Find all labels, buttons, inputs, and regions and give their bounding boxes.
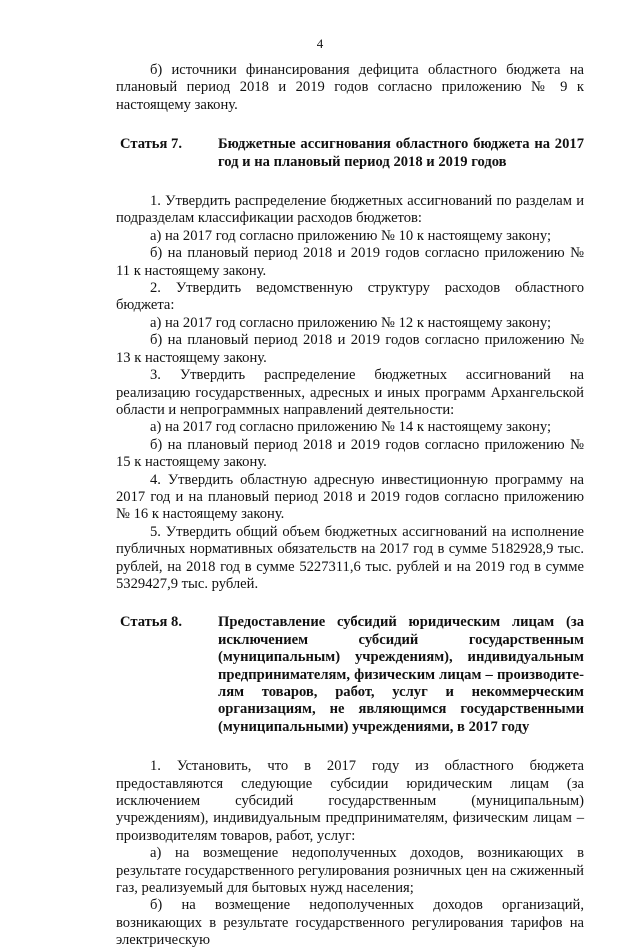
- article-7-paragraph: а) на 2017 год согласно приложению № 10 к настоящему закону;: [150, 227, 551, 244]
- article-7-paragraph: 3. Утвердить распределение бюджетных ассигнований на реализацию государственных, адресных и иных программ Архангельской области и непрограммных направлений деятельности:: [116, 367, 584, 418]
- article-7-paragraph: 1. Утвердить распределение бюджетных ассигнований по разделам и подразделам классификации расходов бюджетов:: [116, 193, 584, 227]
- article-7-paragraph: 4. Утвердить областную адресную инвестиционную программу на 2017 год и на плановый период 2018 и 2019 годов согласно приложению № 16 к настоящему закону.: [116, 471, 584, 523]
- article-7-heading: [116, 136, 584, 171]
- document-body: [116, 62, 584, 950]
- article-8-paragraph: б) на возмещение недополученных доходов организаций, возникающих в результате государственного регулирования тарифов на электрическую: [116, 897, 584, 949]
- article-7-paragraph: б) на плановый период 2018 и 2019 годов согласно приложению № 15 к настоящему закону.: [116, 436, 584, 471]
- intro-paragraph: б) источники финансирования дефицита областного бюджета на плановый период 2018 и 2019 годов согласно приложению № 9 к настоящему закону.: [116, 62, 584, 113]
- article-8-number: Статья 8.: [120, 614, 182, 631]
- article-7-paragraph: б) на плановый период 2018 и 2019 годов согласно приложению № 13 к настоящему закону.: [116, 332, 584, 366]
- article-7-paragraph: 5. Утвердить общий объем бюджетных ассигнований на исполнение публичных нормативных обязательств на 2017 год в сумме 5182928,9 тыс. рублей, на 2018 год в сумме 5227311,6 тыс. рублей и на 2019 год в сумме 5329427,9 тыс. рублей.: [116, 523, 584, 592]
- article-8-paragraph: а) на возмещение недополученных доходов, возникающих в результате государственного регулирования розничных цен на сжиженный газ, реализуемый для бытовых нужд населения;: [116, 845, 584, 897]
- article-8-paragraph: 1. Установить, что в 2017 году из областного бюджета предоставляются следующие субсидии юридическим лицам (за исключением субсидий государственным (муниципальным) учреждениям), индивидуальным предпринимателям, физическим лицам – производителям товаров, работ, услуг:: [116, 758, 584, 844]
- article-7-paragraph: а) на 2017 год согласно приложению № 14 к настоящему закону;: [150, 419, 551, 436]
- article-7-number: Статья 7.: [120, 136, 182, 153]
- article-7-paragraph: б) на плановый период 2018 и 2019 годов согласно приложению № 11 к настоящему закону.: [116, 245, 584, 279]
- article-8-heading: [116, 614, 584, 736]
- article-7-paragraph: а) на 2017 год согласно приложению № 12 к настоящему закону;: [150, 314, 551, 331]
- page-number: 4: [316, 36, 324, 51]
- article-7-paragraph: 2. Утвердить ведомственную структуру расходов областного бюджета:: [116, 280, 584, 314]
- article-7-title: Бюджетные ассигнования областного бюджета на 2017 год и на плановый период 2018 и 2019 годов: [218, 136, 584, 170]
- article-8-title: Предоставление субсидий юридическим лицам (за исключением субсидий государственным (муниципальным) учреждениям), индивидуальным предпринимателям, физическим лицам – производите-лям товаров, работ, услуг и некоммерческим организациям, не являющимся государственными (муниципальными) учреждениями, в 2017 году: [218, 614, 584, 735]
